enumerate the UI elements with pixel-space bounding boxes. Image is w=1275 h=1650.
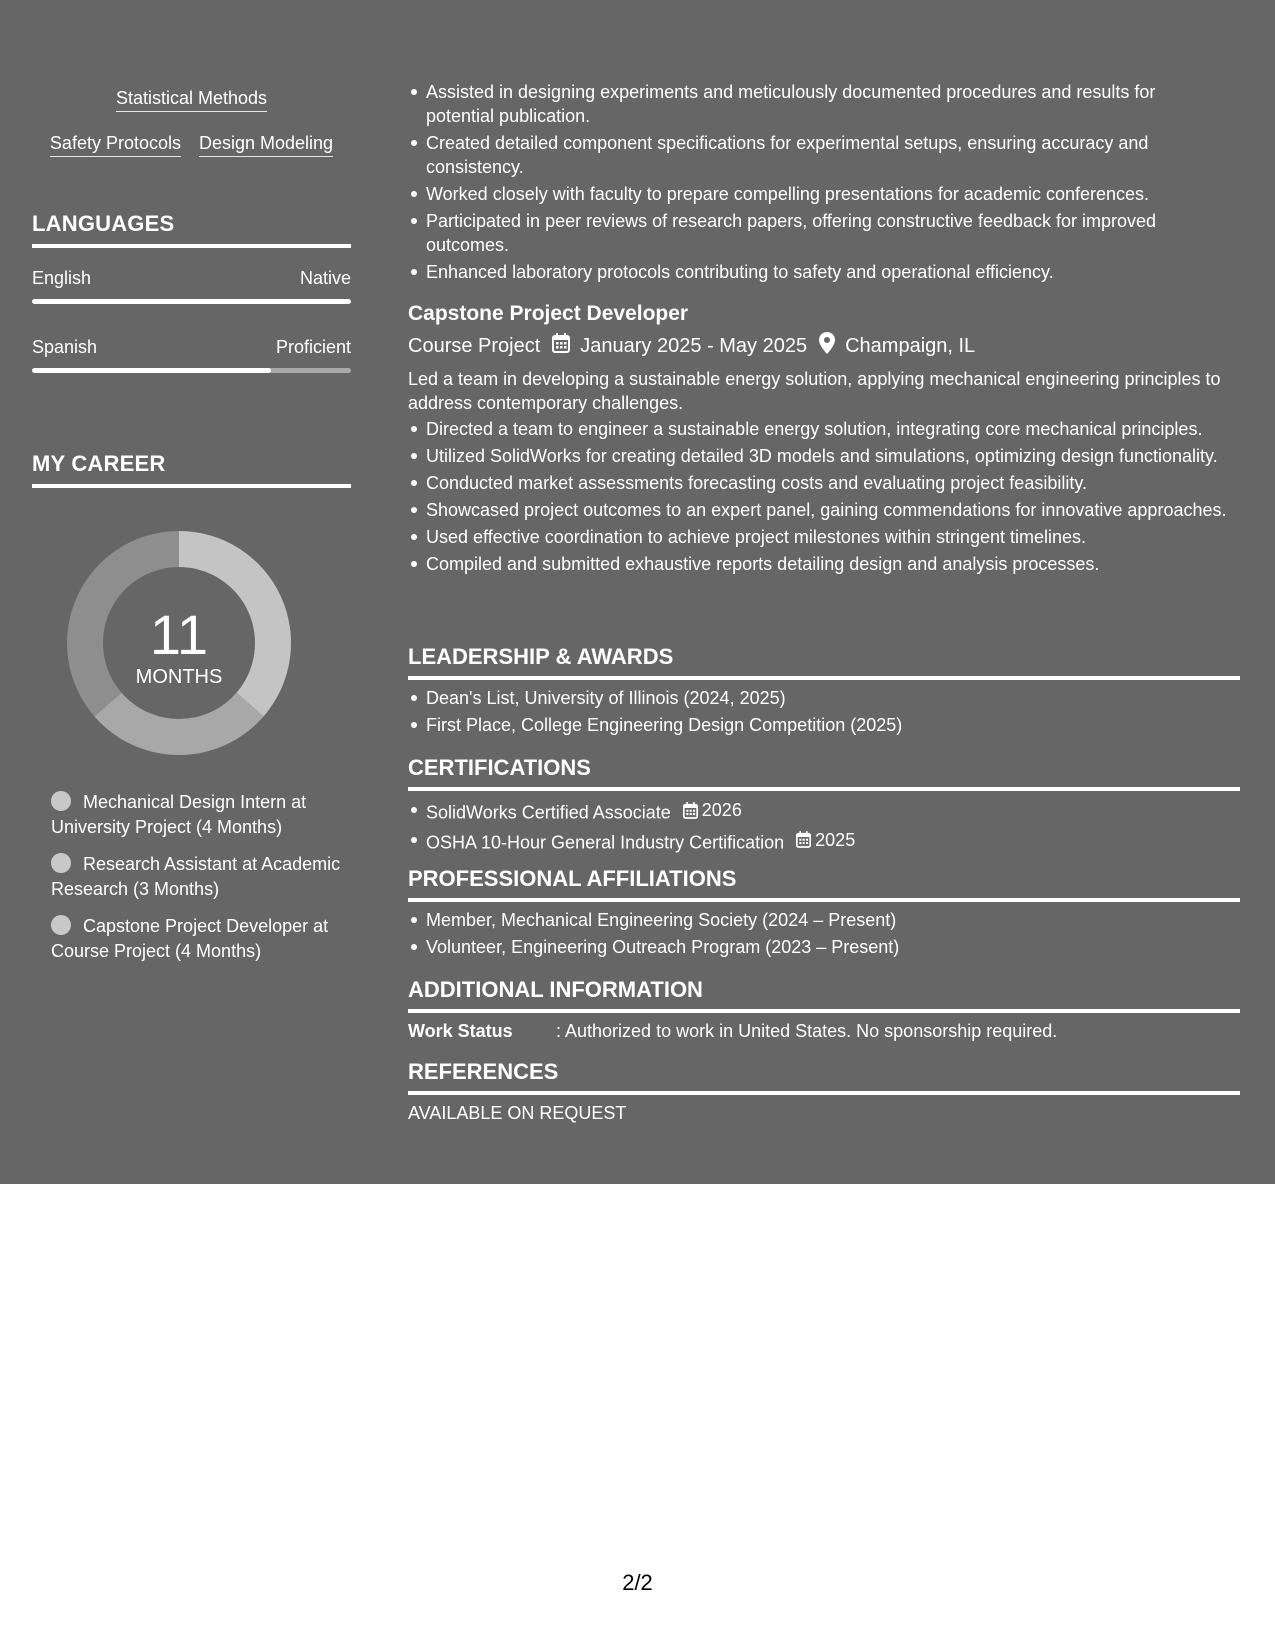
- career-total-unit: MONTHS: [135, 666, 223, 688]
- bullet-item: Worked closely with faculty to prepare compelling presentations for academic conferences.: [426, 182, 1226, 206]
- job-title: Capstone Project Developer: [408, 302, 689, 325]
- bullet-item: Used effective coordination to achieve project milestones within stringent timelines.: [426, 525, 1258, 549]
- career-donut-chart: [66, 530, 292, 761]
- calendar-icon: [683, 802, 698, 819]
- bullet-item: Compiled and submitted exhaustive reports detailing design and analysis processes.: [426, 552, 1258, 576]
- certification-year: 2025: [815, 829, 856, 850]
- career-heading: MY CAREER: [32, 451, 351, 488]
- bullet-item: Volunteer, Engineering Outreach Program (2023 – Present): [426, 935, 1258, 959]
- career-legend-text: Capstone Project Developer at Course Project (4 Months): [51, 916, 329, 961]
- references-heading: REFERENCES: [408, 1059, 1240, 1095]
- certification-year: 2026: [701, 800, 742, 820]
- calendar-icon: [796, 831, 811, 848]
- certification-name: SolidWorks Certified Associate: [426, 802, 671, 823]
- certifications-heading: CERTIFICATIONS: [408, 755, 1240, 791]
- certification-name: OSHA 10-Hour General Industry Certification: [426, 832, 785, 852]
- work-status-value: : Authorized to work in United States. No sponsorship required.: [556, 1021, 1058, 1041]
- certifications-list: [408, 798, 1258, 854]
- calendar-icon: [552, 333, 570, 359]
- language-level: Native: [299, 268, 351, 288]
- certification-item: [426, 798, 1258, 825]
- legend-dot: [51, 853, 71, 873]
- language-name: English: [32, 268, 92, 288]
- career-total-number: 11: [149, 603, 209, 666]
- affiliations-list: [408, 908, 1258, 959]
- certification-date: [796, 828, 855, 852]
- bullet-item: Participated in peer reviews of research papers, offering constructive feedback for improved outcomes.: [426, 209, 1226, 257]
- job-summary: Led a team in developing a sustainable energy solution, applying mechanical engineering principles to address contemporary challenges.: [408, 369, 1221, 413]
- skill-tag: Statistical Methods: [116, 88, 267, 112]
- certification-item: [426, 828, 1258, 855]
- career-legend-text: Mechanical Design Intern at University Project (4 Months): [51, 792, 307, 837]
- language-proficiency-fill: [32, 299, 351, 304]
- skill-tag: Safety Protocols: [50, 133, 181, 157]
- capstone-bullets: [408, 417, 1258, 576]
- career-legend-item: [51, 790, 351, 840]
- work-status-row: [408, 1019, 1240, 1043]
- language-level: Proficient: [275, 337, 351, 357]
- language-proficiency-bar: [32, 368, 351, 373]
- job-org: Course Project: [408, 334, 541, 357]
- languages-heading: LANGUAGES: [32, 211, 351, 248]
- work-status-label: Work Status: [408, 1021, 513, 1041]
- legend-dot: [51, 915, 71, 935]
- page-number: 2/2: [622, 1570, 653, 1595]
- references-text: AVAILABLE ON REQUEST: [408, 1103, 627, 1123]
- language-proficiency-fill: [32, 368, 271, 373]
- leadership-heading: LEADERSHIP & AWARDS: [408, 644, 1240, 680]
- additional-info-heading: ADDITIONAL INFORMATION: [408, 977, 1240, 1013]
- skills-row-2: [32, 133, 351, 157]
- skill-tag: Design Modeling: [199, 133, 333, 157]
- career-legend-item: [51, 914, 351, 964]
- bullet-item: Created detailed component specifications for experimental setups, ensuring accuracy and consistency.: [426, 131, 1226, 179]
- bullet-item: Dean's List, University of Illinois (2024, 2025): [426, 686, 1258, 710]
- legend-dot: [51, 791, 71, 811]
- bullet-item: Assisted in designing experiments and meticulously documented procedures and results for potential publication.: [426, 80, 1226, 128]
- bullet-item: Showcased project outcomes to an expert panel, gaining commendations for innovative approaches.: [426, 498, 1258, 522]
- bullet-item: Member, Mechanical Engineering Society (2024 – Present): [426, 908, 1258, 932]
- bullet-item: First Place, College Engineering Design Competition (2025): [426, 713, 1258, 737]
- bullet-item: Utilized SolidWorks for creating detailed 3D models and simulations, optimizing design functionality.: [426, 444, 1258, 468]
- research-bullets: [408, 80, 1226, 284]
- bullet-item: Conducted market assessments forecasting costs and evaluating project feasibility.: [426, 471, 1258, 495]
- affiliations-heading: PROFESSIONAL AFFILIATIONS: [408, 866, 1240, 902]
- leadership-list: [408, 686, 1258, 737]
- language-english: [32, 268, 351, 304]
- language-proficiency-bar: [32, 299, 351, 304]
- job-location: Champaign, IL: [845, 334, 976, 357]
- job-meta: [408, 332, 975, 360]
- bullet-item: Directed a team to engineer a sustainable energy solution, integrating core mechanical principles.: [426, 417, 1258, 441]
- location-pin-icon: [819, 332, 835, 360]
- career-legend-item: [51, 852, 351, 902]
- job-dates: January 2025 - May 2025: [580, 334, 808, 357]
- career-legend-text: Research Assistant at Academic Research (3 Months): [51, 854, 341, 899]
- career-donut-svg: [66, 530, 292, 756]
- donut-segment-2: [94, 693, 263, 755]
- bullet-item: Enhanced laboratory protocols contributing to safety and operational efficiency.: [426, 260, 1226, 284]
- language-name: Spanish: [32, 337, 98, 357]
- language-spanish: [32, 337, 351, 373]
- skills-row-1: [32, 88, 351, 112]
- certification-date: [683, 798, 742, 822]
